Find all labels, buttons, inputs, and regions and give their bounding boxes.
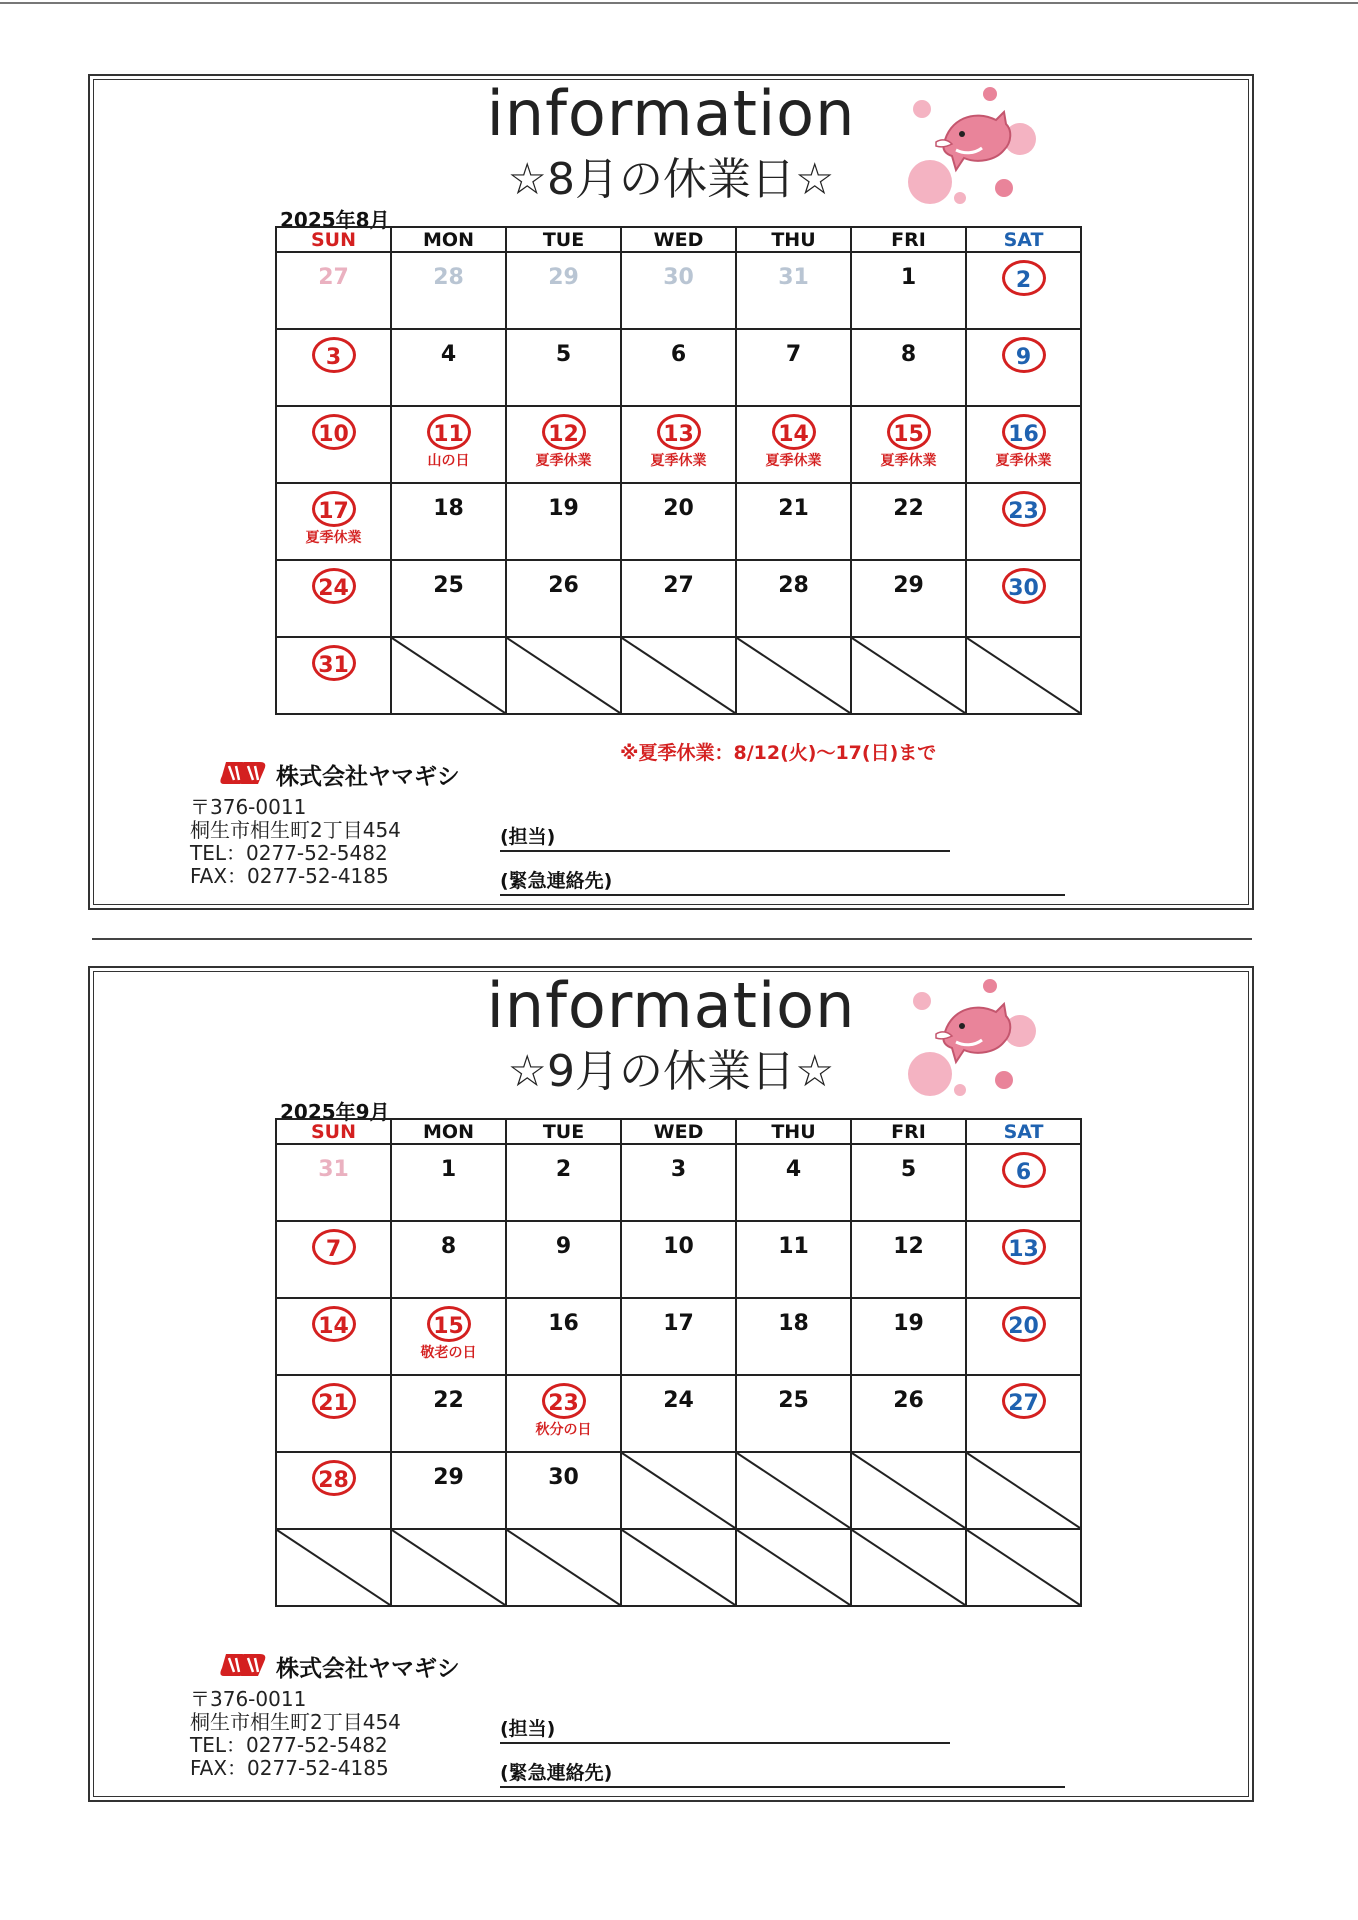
calendar-day-cell <box>621 1375 736 1452</box>
day-number: 24 <box>663 1388 694 1413</box>
empty-day-cell <box>851 637 966 714</box>
day-number: 30 <box>548 1465 579 1490</box>
calendar-day-cell <box>966 483 1081 560</box>
company-address <box>190 796 401 888</box>
calendar-day-cell <box>736 329 851 406</box>
calendar-day-cell <box>621 252 736 329</box>
calendar-week-row <box>276 560 1081 637</box>
closed-day-number: 6 <box>1002 1152 1046 1188</box>
day-number: 17 <box>663 1311 694 1336</box>
calendar-month-label: 2025年8月 <box>280 208 390 232</box>
closed-day-number: 30 <box>1002 568 1046 604</box>
calendar-day-cell <box>506 329 621 406</box>
closed-day-number: 27 <box>1002 1383 1046 1419</box>
weekday-header: FRI <box>851 1119 966 1144</box>
calendar-day-cell <box>966 252 1081 329</box>
calendar-week-row <box>276 483 1081 560</box>
calendar-day-cell <box>391 1221 506 1298</box>
weekday-header: SUN <box>276 1119 391 1144</box>
calendar-day-cell <box>391 1144 506 1221</box>
calendar-day-cell <box>851 1221 966 1298</box>
day-number: 16 <box>548 1311 579 1336</box>
closed-day-number: 23 <box>542 1383 586 1419</box>
fax-number: FAX：0277-52-4185 <box>190 1756 389 1780</box>
calendar-table <box>275 226 1082 715</box>
calendar-day-cell <box>506 406 621 483</box>
holiday-note: 夏季休業 <box>535 453 592 469</box>
calendar-day-cell <box>736 1298 851 1375</box>
calendar-day-cell <box>276 1375 391 1452</box>
closed-day-number: 28 <box>312 1460 356 1496</box>
day-number: 21 <box>778 496 809 521</box>
day-number: 6 <box>670 342 687 367</box>
day-number: 19 <box>893 1311 924 1336</box>
calendar-day-cell <box>966 406 1081 483</box>
calendar-day-cell <box>506 1298 621 1375</box>
contact-person-label: (担当) <box>500 1718 556 1740</box>
day-number: 10 <box>663 1234 694 1259</box>
calendar-day-cell <box>276 1221 391 1298</box>
calendar-day-cell <box>391 560 506 637</box>
holiday-footnote: ※夏季休業：8/12(火)～17(日)まで <box>620 742 937 764</box>
holiday-note: 夏季休業 <box>880 453 937 469</box>
calendar-day-cell <box>276 1452 391 1529</box>
holiday-note: 夏季休業 <box>305 530 362 546</box>
notice-august <box>88 74 1254 910</box>
day-number: 29 <box>433 1465 464 1490</box>
day-number: 9 <box>555 1234 572 1259</box>
closed-day-number: 2 <box>1002 260 1046 296</box>
weekday-header: MON <box>391 227 506 252</box>
empty-day-cell <box>621 1452 736 1529</box>
weekday-header: MON <box>391 1119 506 1144</box>
calendar-day-cell <box>851 1144 966 1221</box>
calendar-day-cell <box>391 1298 506 1375</box>
emergency-contact-label: (緊急連絡先) <box>500 870 613 892</box>
empty-day-cell <box>391 637 506 714</box>
calendar-day-cell <box>621 329 736 406</box>
day-number: 5 <box>900 1157 917 1182</box>
contact-person-field <box>500 822 950 852</box>
weekday-header: SAT <box>966 1119 1081 1144</box>
street-address: 桐生市相生町2丁目454 <box>190 1710 401 1734</box>
calendar-day-cell <box>276 1298 391 1375</box>
closed-day-number: 9 <box>1002 337 1046 373</box>
day-number: 18 <box>778 1311 809 1336</box>
notice-title: information <box>486 77 856 150</box>
calendar-day-cell <box>391 329 506 406</box>
day-number: 31 <box>318 1157 349 1182</box>
day-number: 3 <box>670 1157 687 1182</box>
day-number: 28 <box>778 573 809 598</box>
contact-person-field <box>500 1714 950 1744</box>
calendar-day-cell <box>506 1221 621 1298</box>
emergency-contact-field <box>500 866 1065 896</box>
calendar-day-cell <box>851 252 966 329</box>
calendar-day-cell <box>736 1375 851 1452</box>
day-number: 31 <box>778 265 809 290</box>
empty-day-cell <box>851 1529 966 1606</box>
closed-day-number: 14 <box>312 1306 356 1342</box>
company-address <box>190 1688 401 1780</box>
notice-title: information <box>486 969 856 1042</box>
weekday-header: SUN <box>276 227 391 252</box>
calendar-day-cell <box>506 1375 621 1452</box>
holiday-note: 秋分の日 <box>535 1422 592 1438</box>
day-number: 28 <box>433 265 464 290</box>
empty-day-cell <box>621 637 736 714</box>
weekday-header: FRI <box>851 227 966 252</box>
postal-code: 〒376-0011 <box>190 1687 307 1711</box>
calendar-week-row <box>276 1298 1081 1375</box>
emergency-contact-label: (緊急連絡先) <box>500 1762 613 1784</box>
calendar-week-row <box>276 1529 1081 1606</box>
calendar-day-cell <box>966 1221 1081 1298</box>
calendar-day-cell <box>506 252 621 329</box>
empty-day-cell <box>736 1529 851 1606</box>
day-number: 1 <box>440 1157 457 1182</box>
closed-day-number: 13 <box>1002 1229 1046 1265</box>
calendar-day-cell <box>621 1221 736 1298</box>
closed-day-number: 13 <box>657 414 701 450</box>
calendar-day-cell <box>736 252 851 329</box>
day-number: 8 <box>440 1234 457 1259</box>
calendar-day-cell <box>736 1144 851 1221</box>
calendar-day-cell <box>966 1298 1081 1375</box>
calendar-day-cell <box>966 560 1081 637</box>
day-number: 7 <box>785 342 802 367</box>
company-logo-icon <box>220 758 268 788</box>
calendar-day-cell <box>966 1144 1081 1221</box>
day-number: 25 <box>778 1388 809 1413</box>
calendar-day-cell <box>506 1144 621 1221</box>
holiday-note: 夏季休業 <box>765 453 822 469</box>
calendar-day-cell <box>621 560 736 637</box>
day-number: 26 <box>893 1388 924 1413</box>
calendar-week-row <box>276 406 1081 483</box>
contact-person-label: (担当) <box>500 826 556 848</box>
weekday-header: TUE <box>506 227 621 252</box>
weekday-header: THU <box>736 1119 851 1144</box>
calendar-day-cell <box>391 406 506 483</box>
notice-september <box>88 966 1254 1802</box>
calendar-day-cell <box>621 1298 736 1375</box>
closed-day-number: 24 <box>312 568 356 604</box>
day-number: 11 <box>778 1234 809 1259</box>
closed-day-number: 17 <box>312 491 356 527</box>
holiday-note: 夏季休業 <box>995 453 1052 469</box>
notice-subtitle: ☆8月の休業日☆ <box>507 154 835 205</box>
closed-day-number: 21 <box>312 1383 356 1419</box>
calendar-day-cell <box>966 1375 1081 1452</box>
calendar-day-cell <box>621 483 736 560</box>
company-name: 株式会社ヤマギシ <box>276 764 460 790</box>
top-rule <box>0 2 1358 4</box>
calendar-day-cell <box>851 1298 966 1375</box>
day-number: 2 <box>555 1157 572 1182</box>
calendar-week-row <box>276 252 1081 329</box>
empty-day-cell <box>736 1452 851 1529</box>
closed-day-number: 20 <box>1002 1306 1046 1342</box>
closed-day-number: 23 <box>1002 491 1046 527</box>
day-number: 25 <box>433 573 464 598</box>
calendar-week-row <box>276 637 1081 714</box>
emergency-contact-field <box>500 1758 1065 1788</box>
day-number: 27 <box>318 265 349 290</box>
empty-day-cell <box>966 637 1081 714</box>
closed-day-number: 14 <box>772 414 816 450</box>
calendar-day-cell <box>276 329 391 406</box>
calendar-day-cell <box>391 252 506 329</box>
separator-rule <box>92 938 1252 940</box>
calendar-day-cell <box>391 1452 506 1529</box>
calendar-day-cell <box>506 1452 621 1529</box>
calendar-table <box>275 1118 1082 1607</box>
calendar-day-cell <box>736 560 851 637</box>
calendar-day-cell <box>276 637 391 714</box>
notice-subtitle: ☆9月の休業日☆ <box>507 1046 835 1097</box>
day-number: 8 <box>900 342 917 367</box>
closed-day-number: 3 <box>312 337 356 373</box>
empty-day-cell <box>966 1529 1081 1606</box>
day-number: 18 <box>433 496 464 521</box>
empty-day-cell <box>736 637 851 714</box>
company-block <box>220 1648 520 1688</box>
weekday-header: SAT <box>966 227 1081 252</box>
day-number: 22 <box>433 1388 464 1413</box>
empty-day-cell <box>851 1452 966 1529</box>
day-number: 1 <box>900 265 917 290</box>
company-logo-icon <box>220 1650 268 1680</box>
company-block <box>220 756 520 796</box>
day-number: 5 <box>555 342 572 367</box>
company-name: 株式会社ヤマギシ <box>276 1656 460 1682</box>
dolphin-icon <box>904 84 1036 208</box>
calendar-day-cell <box>506 560 621 637</box>
day-number: 4 <box>440 342 457 367</box>
phone-number: TEL：0277-52-5482 <box>190 841 388 865</box>
calendar-day-cell <box>851 329 966 406</box>
day-number: 29 <box>893 573 924 598</box>
calendar-day-cell <box>851 560 966 637</box>
calendar-day-cell <box>851 483 966 560</box>
closed-day-number: 15 <box>427 1306 471 1342</box>
empty-day-cell <box>621 1529 736 1606</box>
calendar-month-label: 2025年9月 <box>280 1100 390 1124</box>
street-address: 桐生市相生町2丁目454 <box>190 818 401 842</box>
empty-day-cell <box>276 1529 391 1606</box>
calendar-day-cell <box>851 406 966 483</box>
empty-day-cell <box>391 1529 506 1606</box>
calendar-day-cell <box>276 406 391 483</box>
calendar-day-cell <box>391 483 506 560</box>
calendar-day-cell <box>391 1375 506 1452</box>
closed-day-number: 31 <box>312 645 356 681</box>
phone-number: TEL：0277-52-5482 <box>190 1733 388 1757</box>
holiday-note: 山の日 <box>427 453 470 469</box>
calendar-day-cell <box>736 1221 851 1298</box>
calendar-day-cell <box>276 560 391 637</box>
holiday-note: 夏季休業 <box>650 453 707 469</box>
closed-day-number: 11 <box>427 414 471 450</box>
day-number: 30 <box>663 265 694 290</box>
closed-day-number: 15 <box>887 414 931 450</box>
weekday-header: WED <box>621 1119 736 1144</box>
day-number: 12 <box>893 1234 924 1259</box>
fax-number: FAX：0277-52-4185 <box>190 864 389 888</box>
postal-code: 〒376-0011 <box>190 795 307 819</box>
calendar-day-cell <box>276 483 391 560</box>
calendar-week-row <box>276 1375 1081 1452</box>
holiday-note: 敬老の日 <box>420 1345 477 1361</box>
empty-day-cell <box>506 637 621 714</box>
empty-day-cell <box>966 1452 1081 1529</box>
day-number: 27 <box>663 573 694 598</box>
day-number: 19 <box>548 496 579 521</box>
closed-day-number: 7 <box>312 1229 356 1265</box>
calendar-week-row <box>276 1221 1081 1298</box>
closed-day-number: 12 <box>542 414 586 450</box>
calendar-day-cell <box>276 1144 391 1221</box>
weekday-header: TUE <box>506 1119 621 1144</box>
day-number: 29 <box>548 265 579 290</box>
calendar-week-row <box>276 329 1081 406</box>
calendar-day-cell <box>621 1144 736 1221</box>
dolphin-icon <box>904 976 1036 1100</box>
weekday-header: WED <box>621 227 736 252</box>
calendar-day-cell <box>276 252 391 329</box>
day-number: 4 <box>785 1157 802 1182</box>
calendar-day-cell <box>621 406 736 483</box>
calendar-day-cell <box>851 1375 966 1452</box>
day-number: 26 <box>548 573 579 598</box>
calendar-week-row <box>276 1144 1081 1221</box>
calendar-day-cell <box>736 483 851 560</box>
weekday-header: THU <box>736 227 851 252</box>
day-number: 20 <box>663 496 694 521</box>
day-number: 22 <box>893 496 924 521</box>
calendar-day-cell <box>966 329 1081 406</box>
empty-day-cell <box>506 1529 621 1606</box>
calendar-day-cell <box>506 483 621 560</box>
calendar-week-row <box>276 1452 1081 1529</box>
closed-day-number: 10 <box>312 414 356 450</box>
closed-day-number: 16 <box>1002 414 1046 450</box>
calendar-day-cell <box>736 406 851 483</box>
